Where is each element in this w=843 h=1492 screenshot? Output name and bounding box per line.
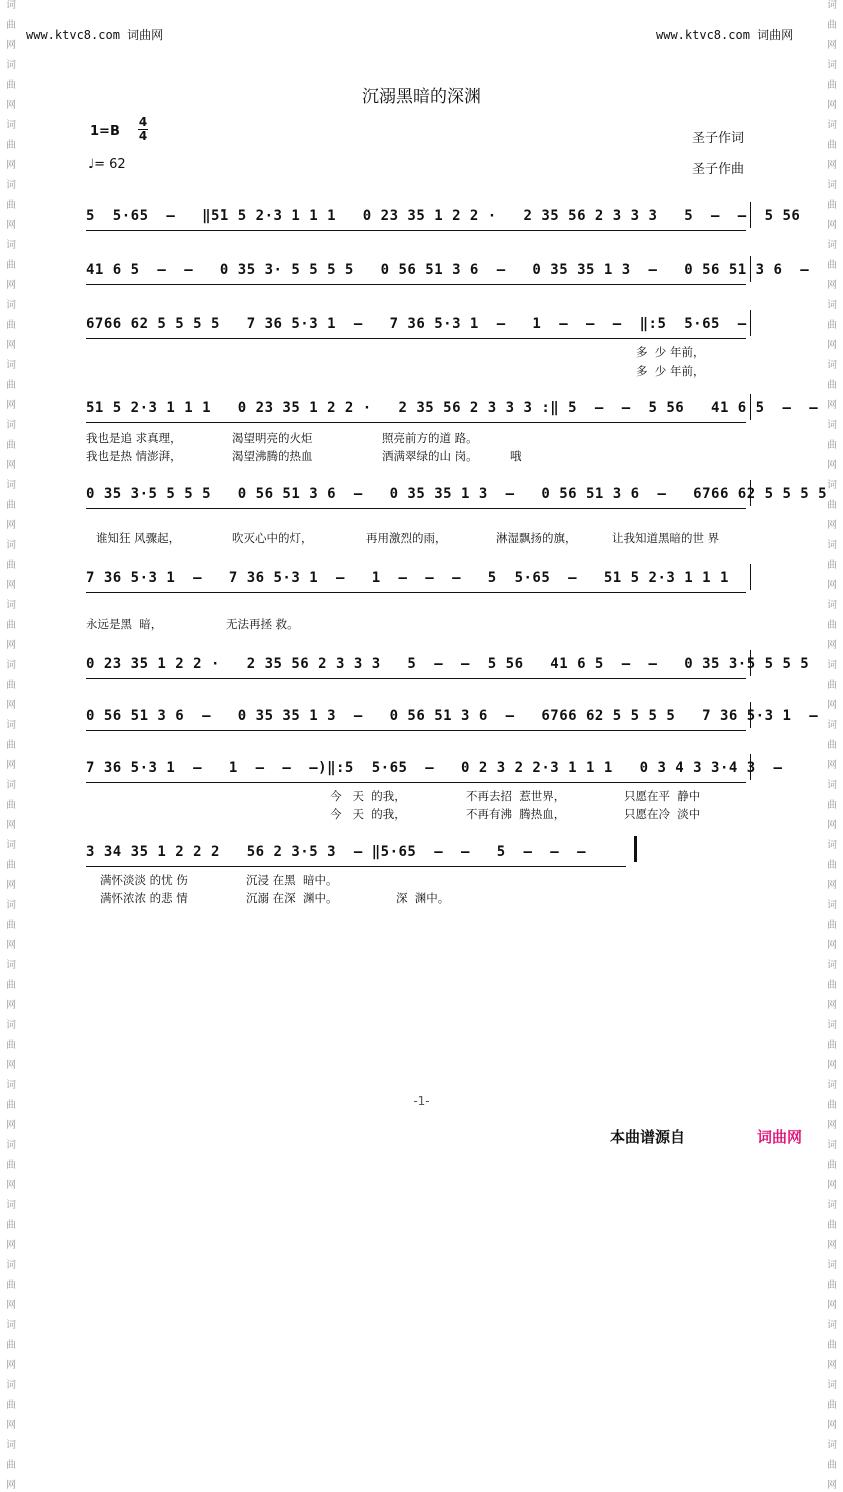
time-signature — [138, 116, 148, 143]
watermark-char: 词 — [827, 1140, 837, 1151]
lyric-phrase: 只愿在平 静中 — [624, 789, 701, 803]
watermark-char: 词 — [6, 540, 16, 551]
lyric-phrase: 不再去招 惹世界， — [466, 789, 566, 803]
watermark-char: 词 — [827, 960, 837, 971]
watermark-char: 词 — [827, 420, 837, 431]
lyric-phrase: 淋湿飘扬的旗， — [496, 531, 577, 545]
watermark-char: 词 — [827, 240, 837, 251]
watermark-char: 网 — [6, 880, 16, 891]
watermark-char: 曲 — [827, 1280, 837, 1291]
staff-line-1: 5 5·65 – ‖5̄1 5 2·3 1 1 1 0 23 35 1 2 2 · 2 35 56 2 3 3 3 5 – – 5 56 — [86, 208, 801, 224]
watermark-char: 词 — [6, 120, 16, 131]
meter-bottom: 4 — [138, 129, 148, 143]
lyric-phrase: 满怀淡淡 的忧 伤 — [100, 873, 188, 887]
barline — [750, 564, 751, 590]
watermark-char: 曲 — [6, 440, 16, 451]
watermark-char: 网 — [6, 640, 16, 651]
watermark-char: 网 — [827, 400, 837, 411]
watermark-char: 网 — [6, 1360, 16, 1371]
barline — [750, 256, 751, 282]
watermark-char: 网 — [6, 580, 16, 591]
lyric-phrase: 谁知狂 风骤起， — [96, 531, 181, 545]
lyric-phrase: 不再有沸 腾热血， — [466, 807, 566, 821]
watermark-char: 网 — [6, 1480, 16, 1491]
watermark-right — [823, 0, 841, 1491]
watermark-char: 曲 — [6, 1400, 16, 1411]
composer-credit: 圣子作曲 — [692, 162, 745, 177]
watermark-char: 词 — [827, 180, 837, 191]
lyricist-credit: 圣子作词 — [692, 131, 745, 146]
watermark-char: 网 — [6, 1180, 16, 1191]
watermark-char: 词 — [827, 360, 837, 371]
watermark-char: 曲 — [6, 1280, 16, 1291]
watermark-char: 网 — [827, 220, 837, 231]
watermark-char: 词 — [827, 60, 837, 71]
lyric-phrase: 沉浸 在黑 暗中。 — [246, 873, 338, 887]
watermark-char: 曲 — [827, 380, 837, 391]
lyric-phrase: 沉溺 在深 渊中。 — [246, 891, 338, 905]
watermark-char: 词 — [827, 600, 837, 611]
watermark-left — [2, 0, 20, 1491]
watermark-char: 网 — [6, 1300, 16, 1311]
beam-line — [86, 782, 746, 783]
watermark-char: 词 — [6, 0, 16, 11]
watermark-char: 曲 — [827, 980, 837, 991]
lyric-phrase: 今 天 的我， — [330, 807, 406, 821]
watermark-char: 网 — [6, 940, 16, 951]
watermark-char: 曲 — [6, 1160, 16, 1171]
watermark-char: 词 — [827, 540, 837, 551]
watermark-char: 曲 — [827, 740, 837, 751]
watermark-char: 网 — [6, 520, 16, 531]
watermark-char: 曲 — [6, 1340, 16, 1351]
final-barline — [634, 836, 637, 862]
watermark-char: 词 — [6, 1440, 16, 1451]
watermark-char: 曲 — [827, 920, 837, 931]
watermark-char: 曲 — [827, 200, 837, 211]
watermark-char: 曲 — [6, 1040, 16, 1051]
watermark-char: 词 — [6, 960, 16, 971]
site-url-right[interactable]: www.ktvc8.com 词曲网 — [656, 28, 794, 42]
watermark-char: 词 — [6, 780, 16, 791]
watermark-char: 网 — [827, 1240, 837, 1251]
watermark-char: 曲 — [827, 140, 837, 151]
lyric-phrase: 渴望沸腾的热血 — [232, 449, 313, 463]
watermark-char: 网 — [827, 1180, 837, 1191]
staff-line-5: 0 35 3·5 5 5 5 0 56 51 3 6 – 0 35 35 1 3 – 0 56 51 3 6 – 6766 62 5 5 5 5 — [86, 486, 828, 502]
watermark-char: 曲 — [6, 980, 16, 991]
watermark-char: 曲 — [6, 740, 16, 751]
watermark-char: 曲 — [827, 620, 837, 631]
watermark-char: 网 — [827, 1120, 837, 1131]
watermark-char: 网 — [6, 1120, 16, 1131]
watermark-char: 曲 — [6, 920, 16, 931]
staff-line-10: 3 34 35 1 2 2 2 56 2 3·5 3 – ‖5·65 – – 5 – – – — [86, 844, 587, 860]
staff-line-2: 41 6 5 – – 0 35 3· 5 5 5 5 0 56 51 3 6 – 0 35 35 1 3 – 0 56 51 3 6 – — [86, 262, 810, 278]
watermark-char: 曲 — [827, 860, 837, 871]
brand-link[interactable]: 词曲网 — [757, 1128, 803, 1146]
lyric-phrase: 满怀浓浓 的悲 情 — [100, 891, 188, 905]
staff-line-7: 0 23 35 1 2 2 · 2 35 56 2 3 3 3 5 – – 5 56 41 6 5 – – 0 35 3·5 5 5 5 — [86, 656, 810, 672]
staff-line-8: 0 56 51 3 6 – 0 35 35 1 3 – 0 56 51 3 6 – 6766 62 5 5 5 5 7 36 5·3 1 – — [86, 708, 819, 724]
watermark-char: 曲 — [6, 320, 16, 331]
watermark-char: 词 — [827, 0, 837, 11]
watermark-char: 曲 — [827, 1100, 837, 1111]
lyric-phrase: 永远是黑 暗， — [86, 617, 163, 631]
watermark-char: 曲 — [827, 1040, 837, 1051]
lyric-phrase: 我也是追 求真理， — [86, 431, 182, 445]
watermark-char: 词 — [6, 180, 16, 191]
lyric-phrase: 让我知道黑暗的世 界 — [612, 531, 720, 545]
beam-line — [86, 730, 746, 731]
beam-line — [86, 338, 746, 339]
watermark-char: 网 — [827, 940, 837, 951]
watermark-char: 曲 — [6, 800, 16, 811]
watermark-char: 词 — [827, 780, 837, 791]
watermark-char: 词 — [6, 480, 16, 491]
watermark-char: 网 — [6, 1060, 16, 1071]
watermark-char: 网 — [6, 400, 16, 411]
watermark-char: 网 — [827, 1480, 837, 1491]
barline — [750, 702, 751, 728]
watermark-char: 词 — [827, 480, 837, 491]
watermark-char: 网 — [6, 220, 16, 231]
beam-line — [86, 422, 746, 423]
lyric-line: 多 少 年前， — [636, 345, 705, 359]
watermark-char: 词 — [827, 300, 837, 311]
watermark-char: 曲 — [6, 500, 16, 511]
key-signature: 1=B — [90, 124, 120, 139]
watermark-char: 词 — [6, 60, 16, 71]
staff-line-3: 6766 62 5 5 5 5 7 36 5·3 1 – 7 36 5·3 1 – 1 – – – ‖:5 5·65 – — [86, 316, 747, 332]
watermark-char: 网 — [827, 280, 837, 291]
beam-line — [86, 230, 746, 231]
watermark-char: 网 — [827, 40, 837, 51]
lyric-phrase: 照亮前方的道 路。 — [382, 431, 478, 445]
watermark-char: 曲 — [827, 260, 837, 271]
lyric-line: 多 少 年前， — [636, 364, 705, 378]
watermark-char: 曲 — [827, 500, 837, 511]
watermark-char: 网 — [827, 160, 837, 171]
barline — [750, 310, 751, 336]
barline — [750, 480, 751, 506]
watermark-char: 词 — [6, 1260, 16, 1271]
beam-line — [86, 284, 746, 285]
watermark-char: 词 — [6, 660, 16, 671]
watermark-char: 网 — [827, 580, 837, 591]
watermark-char: 曲 — [6, 1460, 16, 1471]
meter-top: 4 — [138, 115, 148, 129]
watermark-char: 网 — [6, 460, 16, 471]
watermark-char: 曲 — [827, 1340, 837, 1351]
watermark-char: 网 — [6, 1240, 16, 1251]
watermark-char: 曲 — [6, 80, 16, 91]
watermark-char: 曲 — [827, 1460, 837, 1471]
watermark-char: 词 — [6, 600, 16, 611]
watermark-char: 网 — [6, 280, 16, 291]
watermark-char: 词 — [827, 120, 837, 131]
lyric-phrase: 无法再拯 救。 — [226, 617, 299, 631]
watermark-char: 词 — [827, 840, 837, 851]
lyric-phrase: 吹灭心中的灯， — [232, 531, 313, 545]
watermark-char: 网 — [827, 1060, 837, 1071]
watermark-char: 曲 — [6, 560, 16, 571]
lyric-phrase: 我也是热 情澎湃， — [86, 449, 182, 463]
beam-line — [86, 508, 746, 509]
lyric-phrase: 哦 — [510, 449, 522, 463]
watermark-char: 曲 — [827, 680, 837, 691]
watermark-char: 词 — [6, 420, 16, 431]
watermark-char: 网 — [827, 460, 837, 471]
tempo-value: = 62 — [94, 157, 126, 172]
song-title: 沉溺黑暗的深渊 — [362, 87, 481, 107]
watermark-char: 词 — [6, 360, 16, 371]
watermark-char: 网 — [827, 640, 837, 651]
lyric-phrase: 渴望明亮的火炬 — [232, 431, 313, 445]
watermark-char: 网 — [827, 700, 837, 711]
lyric-phrase: 再用激烈的雨， — [366, 531, 447, 545]
watermark-char: 曲 — [827, 560, 837, 571]
watermark-char: 词 — [827, 660, 837, 671]
watermark-char: 网 — [6, 340, 16, 351]
barline — [750, 394, 751, 420]
watermark-char: 曲 — [6, 200, 16, 211]
staff-line-4: 51 5 2·3 1 1 1 0 23 35 1 2 2 · 2 35 56 2 3 3 3 :‖ 5 – – 5 56 41 6 5 – – — [86, 400, 819, 416]
watermark-char: 网 — [827, 1000, 837, 1011]
watermark-char: 曲 — [827, 440, 837, 451]
watermark-char: 网 — [827, 1300, 837, 1311]
watermark-char: 网 — [827, 820, 837, 831]
watermark-char: 曲 — [827, 1220, 837, 1231]
watermark-char: 曲 — [827, 800, 837, 811]
watermark-char: 词 — [6, 300, 16, 311]
watermark-char: 曲 — [6, 860, 16, 871]
watermark-char: 词 — [6, 240, 16, 251]
staff-line-9: 7 36 5·3 1 – 1 – – –)‖:5 5·65 – 0 2 3 2 2·3 1 1 1 0 3 4 3 3·4 3 – — [86, 760, 783, 776]
watermark-char: 曲 — [6, 380, 16, 391]
watermark-char: 网 — [6, 1420, 16, 1431]
watermark-char: 网 — [6, 760, 16, 771]
watermark-char: 网 — [827, 1420, 837, 1431]
watermark-char: 曲 — [6, 1100, 16, 1111]
lyric-phrase: 今 天 的我， — [330, 789, 406, 803]
watermark-char: 曲 — [6, 1220, 16, 1231]
watermark-char: 曲 — [827, 1160, 837, 1171]
watermark-char: 曲 — [827, 80, 837, 91]
quarter-note-icon: ♩ — [88, 157, 95, 172]
watermark-char: 网 — [827, 760, 837, 771]
watermark-char: 词 — [827, 720, 837, 731]
watermark-char: 词 — [6, 1380, 16, 1391]
source-label: 本曲谱源自 — [610, 1128, 686, 1146]
lyric-phrase: 深 渊中。 — [396, 891, 450, 905]
barline — [750, 202, 751, 228]
watermark-char: 词 — [6, 1320, 16, 1331]
page-number: -1- — [413, 1094, 430, 1108]
watermark-char: 曲 — [6, 140, 16, 151]
watermark-char: 曲 — [6, 20, 16, 31]
watermark-char: 网 — [6, 1000, 16, 1011]
watermark-char: 网 — [6, 40, 16, 51]
watermark-char: 网 — [6, 100, 16, 111]
lyric-phrase: 只愿在冷 淡中 — [624, 807, 701, 821]
watermark-char: 网 — [827, 340, 837, 351]
staff-line-6: 7 36 5·3 1 – 7 36 5·3 1 – 1 – – – 5 5·65 – 51 5 2·3 1 1 1 — [86, 570, 729, 586]
barline — [750, 650, 751, 676]
watermark-char: 词 — [827, 1020, 837, 1031]
watermark-char: 网 — [827, 100, 837, 111]
watermark-char: 词 — [6, 720, 16, 731]
lyric-phrase: 洒满翠绿的山 岗。 — [382, 449, 478, 463]
watermark-char: 网 — [827, 1360, 837, 1371]
watermark-char: 词 — [6, 1200, 16, 1211]
site-url-left[interactable]: www.ktvc8.com 词曲网 — [26, 28, 164, 42]
watermark-char: 词 — [827, 1440, 837, 1451]
watermark-char: 词 — [827, 900, 837, 911]
watermark-char: 词 — [6, 1020, 16, 1031]
watermark-char: 网 — [6, 820, 16, 831]
watermark-char: 词 — [6, 1080, 16, 1091]
watermark-char: 曲 — [827, 320, 837, 331]
beam-line — [86, 678, 746, 679]
watermark-char: 曲 — [6, 680, 16, 691]
watermark-char: 曲 — [6, 260, 16, 271]
watermark-char: 网 — [6, 700, 16, 711]
watermark-char: 词 — [827, 1320, 837, 1331]
tempo-marking — [88, 157, 126, 172]
watermark-char: 词 — [827, 1200, 837, 1211]
watermark-char: 词 — [6, 1140, 16, 1151]
beam-line — [86, 866, 626, 867]
watermark-char: 词 — [827, 1080, 837, 1091]
watermark-char: 词 — [827, 1380, 837, 1391]
watermark-char: 网 — [827, 880, 837, 891]
watermark-char: 网 — [827, 520, 837, 531]
watermark-char: 词 — [827, 1260, 837, 1271]
watermark-char: 词 — [6, 900, 16, 911]
watermark-char: 词 — [6, 840, 16, 851]
watermark-char: 曲 — [827, 1400, 837, 1411]
watermark-char: 曲 — [6, 620, 16, 631]
watermark-char: 曲 — [827, 20, 837, 31]
watermark-char: 网 — [6, 160, 16, 171]
beam-line — [86, 592, 746, 593]
barline — [750, 754, 751, 780]
